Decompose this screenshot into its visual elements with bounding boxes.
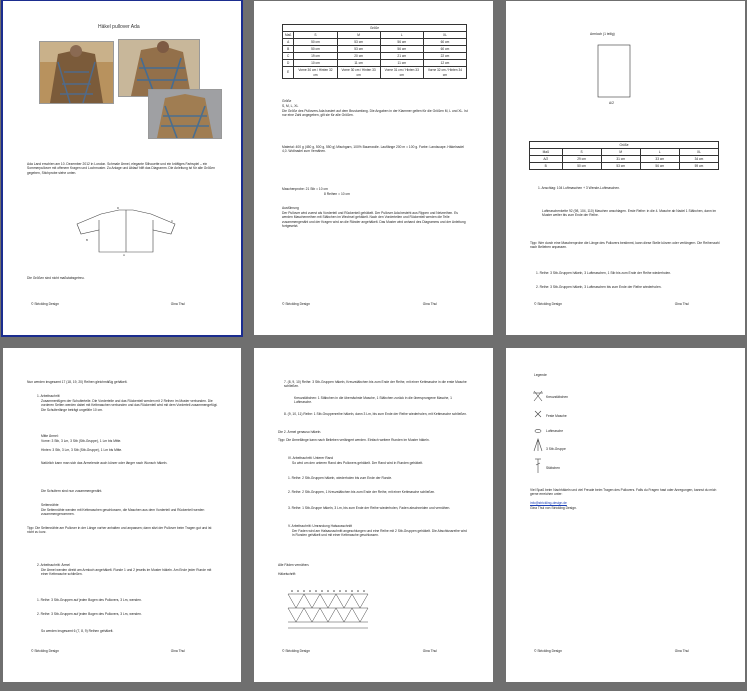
table-cell: Vorne 32 cm / Hinten 34 cm [423,67,466,79]
size-col: S [562,149,601,156]
table-cell: 19 cm [294,53,337,60]
list-item: 3. Reihe: 1 Stb-Gruppe häkeln, 3 Lm, bis zum Ende der Reihe wiederholen, Faden abschneiden und vernähen. [288,506,451,510]
paragraph: So werden insgesamt 6 (7, 8, 9) Reihen gehäkelt. [41,629,114,633]
size-col: M [337,32,380,39]
section-heading: IV. Arbeitsschritt: Unterer Rand [288,456,334,460]
legend-item: 3 Stb-Gruppe [546,447,566,451]
list-item: 2. Reihe: 3 Stb-Gruppen häkeln, 3 Luftmaschen bis zum Ende der Reihe wiederholen. [536,285,662,289]
legend-item: Feste Masche [546,414,567,418]
legend-item: Kreuzstäbchen [546,395,568,399]
intro-paragraph: Ada Land erschien am 10. Dezember 2012 in London. Schmale Ärmel, elegante Silhouette und ein kräftiges Farbspiel – ein Sommerpullover mit offenem Kragen und Lochmuster. Zu Anlage und Ablauf hilft das Diagramm. Die Anleitung ist für alle Größen gegeben, Stichprobe siehe unten. [27,162,215,175]
table-cell: 50 cm [562,163,601,170]
table-cell: 31 cm [601,156,640,163]
step-2: Luftmaschenkette 92 (98, 104, 110) Maschen anschlagen. Erste Reihe: in die 4. Masche ab Nadel 1 Stäbchen, dann im Muster weiter bis zum Ende der Reihe. [542,209,717,218]
table-cell: Vorne 30 cm / Hinten 33 cm [337,67,380,79]
page-footer [534,302,717,308]
table-row [283,46,467,53]
table-cell: 56 cm [640,163,679,170]
page-2[interactable] [254,1,493,335]
size-col: XL [679,149,718,156]
contact-email-link[interactable]: info@strickling-design.de [530,501,567,505]
size-col: M [601,149,640,156]
footer-author: Gina Thul [674,302,689,306]
sizes-text: Die Größe des Pullovers Ada basiert auf dem Brustumfang. Die Angaben in der Klammer gelten für die Größen M, L und XL. Ist nur eine Zahl angegeben, gilt sie für alle Größen. [282,109,468,118]
table-row [283,67,467,79]
list-item: 1. Reihe: 3 Stb-Gruppen häkeln, 3 Luftmaschen, 1 Stb bis zum Ende der Reihe wiederholen. [536,271,672,275]
list-item: 2. Reihe: 2 Stb-Gruppen, 1 Kreuzstäbchen bis zum Ende der Reihe, mit einer Kettmasche schließen. [288,490,436,494]
list-item: 1. Reihe: 2 Stb-Gruppen häkeln, wiederholen bis zum Ende der Runde. [288,476,393,480]
table-cell: A/2 [530,156,563,163]
page-footer [282,302,465,308]
size-table-header: Größe [283,25,467,32]
crochet-chart [284,588,374,632]
list-item: 2. Reihe: 3 Stb-Gruppen auf jeden Bogen des Pullovers, 3 Lm, wenden. [37,612,142,616]
paragraph: Zusammenfügen der Schulterteile. Die Vorderteile und das Rückenteil werden mit 2 Reihen im Muster verbunden. Die vorderen Seiten werden dabei mit Kettmaschen verbunden und das Rückenteil wird mit dem Vorderteil zusammengefügt. Die Schulterlänge beträgt ungefähr 10 cm. [41,399,218,412]
table-cell: 33 cm [640,156,679,163]
page-6[interactable] [506,348,745,682]
signature-text: Gina Thul von Strickling Design. [530,506,577,510]
section-heading: 1. Arbeitsschritt [37,394,60,398]
svg-text:C: C [171,219,174,223]
tip-text: Tipp: Die Seitennähte am Pullover in der Länge vorher anhalten und anpassen; dann sitzt der Pullover beim Tragen gut und ist nicht zu kurz. [27,526,212,535]
page-4[interactable] [3,348,241,682]
footer-brand: © Strickling Design [282,649,310,653]
legend-title: Legende [534,373,547,377]
sleeve-diagram [594,41,634,103]
size-col: S [294,32,337,39]
sleeve-size-table [529,141,719,170]
table-cell: B [283,46,294,53]
gauge-line-2: 8 Reihen = 10 cm [324,192,350,196]
table-row [283,53,467,60]
table-row [283,39,467,46]
table-cell: 11 cm [380,60,423,67]
footer-brand: © Strickling Design [534,302,562,306]
dc-group-icon [534,439,542,451]
table-cell: 11 cm [337,60,380,67]
footer-brand: © Strickling Design [534,649,562,653]
paragraph: Vorne: 3 Stb, 3 Lm, 3 Stb (Stb-Gruppe), 1 Lm bis Mitte. [41,439,122,443]
table-row [283,60,467,67]
closing-text: Viel Spaß beim Nachhäkeln und viel Freude beim Tragen des Pullovers. Falls du Fragen hast oder Anregungen, kannst du mich gerne erreichen unter: [530,488,717,497]
list-item: 7. (8, 9, 10) Reihe: 3 Stb-Gruppen häkeln, Kreuzstäbchen bis zum Ende der Reihe, mit einer Kettmasche in die erste Masche schließen. [284,380,467,389]
execution-text: Der Pullover wird zuerst als Vorderteil und Rückenteil gehäkelt. Der Pullover Ada besteht aus Rippen und Netzreihen. Es werden Maschenreihen mit Stäbchen im Wechsel gehäkelt. Nach den Vorderteilen und Rückenteil werden die Teile zusammengenäht und der Kragen wird an die Ränder angehäkelt. Das Muster wird anhand des Diagramms und der Anleitung fortgesetzt. [282,211,466,228]
page-footer [282,649,465,655]
photo-front-image [39,41,114,104]
size-col: Maß [530,149,563,156]
table-cell: Vorne 30 cm / Hinten 32 cm [294,67,337,79]
sizes-line: S, M, L, XL [282,104,299,108]
section-heading: V. Arbeitsschritt: Umrandung Halsausschnitt [288,524,353,528]
size-table-header: Größe [530,142,719,149]
footer-author: Gina Thul [422,302,437,306]
paragraph: Die Ärmel werden direkt am Armloch angehäkelt. Runde 1 und 2 jeweils im Muster häkeln. Am Ende jeder Runde mit einer Kettmasche schließen. [41,568,212,577]
table-cell: 53 cm [601,163,640,170]
table-cell: 60 cm [423,39,466,46]
pattern-title: Häkel pullover Ada [98,24,140,30]
paragraph: Kreuzstäbchen: 1 Stäbchen in die übernächste Masche, 1 Stäbchen zurück in die übersprungene Masche, 1 Luftmasche. [294,396,452,405]
paragraph: Natürlich kann man sich das Ärmelende auch kürzer oder länger nach Wunsch häkeln. [41,461,168,465]
table-cell: E [283,67,294,79]
footer-author: Gina Thul [674,649,689,653]
page-1[interactable] [3,1,241,335]
table-cell: D [283,60,294,67]
gauge-line-1: Maschenprobe: 21 Stb = 10 cm [282,187,328,191]
table-cell: 50 cm [294,46,337,53]
size-col: L [380,32,423,39]
schematic-diagram [71,206,181,256]
diagram-top-label: Armloch (1 teilig) [590,32,615,36]
section-heading: 2. Arbeitsschritt: Ärmel [37,563,70,567]
table-cell: 12 cm [423,60,466,67]
table-cell: 50 cm [294,39,337,46]
size-table [282,24,467,79]
table-cell: 29 cm [562,156,601,163]
paragraph: Die Seitennähte werden mit Kettmaschen geschlossen, die Maschen aus dem Vorderteil und Rückenteil werden zusammengenommen. [41,508,205,517]
footer-brand: © Strickling Design [31,649,59,653]
legend-symbols [530,385,546,475]
material-text: Material: 400 g (450 g, 500 g, 550 g) Mischgarn, 100% Baumwolle. Lauflänge 200 m = 100 g. Farbe: Landscape. Häkelnadel 4,0. Wollnadel zum Vernähen. [282,145,464,154]
paragraph: Mitte Ärmel: [41,434,59,438]
size-note: Die Größen sind nicht maßstabsgetreu. [27,276,85,280]
execution-heading: Ausführung [282,206,299,210]
table-cell: 56 cm [380,46,423,53]
table-cell: 10 cm [294,60,337,67]
page-footer [534,649,717,655]
tip-text: Tipp: Wer durch eine Maschenprobe die Länge des Pullovers bestimmt, kann diese Stelle kürzen oder verlängern. Die Reihenzahl nach Belieben anpassen. [530,241,720,250]
paragraph: Die 2. Ärmel genauso häkeln. [278,430,322,434]
size-col: XL [423,32,466,39]
paragraph: So wird um den unteren Rand des Pullovers gehäkelt. Der Rand wird in Runden gehäkelt. [292,461,424,465]
table-cell: 22 cm [423,53,466,60]
table-cell: 59 cm [679,163,718,170]
paragraph: Die Schultern sind nun zusammengenäht. [41,489,103,493]
page-5[interactable] [254,348,493,682]
list-item: 8. (9, 10, 11) Reihe: 1 Stb-Gruppenreihe häkeln, dann 3 Lm, bis zum Ende der Reihe wiederholen, mit Kettmasche schließen. [284,412,468,416]
tip-text: Tipp: Die Ärmellänge kann nach Belieben verlängert werden. Einfach weitere Runden im Muster häkeln. [278,438,430,442]
intro-line: Nun werden insgesamt 17 (18, 19, 20) Reihen gleichmäßig gehäkelt. [27,380,128,384]
table-cell: B [530,163,563,170]
footer-brand: © Strickling Design [31,302,59,306]
legend-item: Luftmasche [546,429,564,433]
photo-back-image [148,89,222,139]
table-cell: 53 cm [337,46,380,53]
footer-author: Gina Thul [170,649,185,653]
svg-text:B: B [86,238,89,242]
table-cell: 20 cm [337,53,380,60]
size-col: Maß [283,32,294,39]
table-row [530,156,719,163]
size-col: L [640,149,679,156]
paragraph: Alle Fäden vernähen. [278,563,310,567]
page-footer [31,302,213,308]
legend-item: Stäbchen [546,466,560,470]
page-3[interactable] [506,1,745,335]
table-cell: 34 cm [679,156,718,163]
paragraph: Seitennähte [41,503,59,507]
page-footer [31,649,213,655]
chain-stitch-icon [535,429,541,432]
paragraph: Hinten: 3 Stb, 3 Lm, 3 Stb (Stb-Gruppe), 1 Lm bis Mitte. [41,448,123,452]
footer-author: Gina Thul [422,649,437,653]
table-cell: 53 cm [337,39,380,46]
list-item: 1. Reihe: 3 Stb-Gruppen auf jeden Bogen des Pullovers, 3 Lm, wenden. [37,598,142,602]
svg-text:D: D [117,206,120,210]
diagram-bottom-label: A/2 [609,101,614,105]
step-1: 1. Anschlag: 104 Luftmaschen + 3 Wende-Luftmaschen. [538,186,620,190]
sizes-heading: Größe [282,99,292,103]
footer-brand: © Strickling Design [282,302,310,306]
table-row [530,163,719,170]
footer-author: Gina Thul [170,302,185,306]
svg-text:A: A [123,253,126,256]
table-cell: Vorne 31 cm / Hinten 33 cm [380,67,423,79]
table-cell: C [283,53,294,60]
table-cell: A [283,39,294,46]
table-cell: 56 cm [380,39,423,46]
paragraph: Der Faden wird am Halsausschnitt angeschlungen und eine Reihe mit 2 Stb-Gruppen gehäkelt. Die Abschlussreihe wird in Runden gehäkelt und mit einer Kettmasche geschlossen. [292,529,467,538]
chart-label: Häkelschrift: [278,572,297,576]
table-cell: 60 cm [423,46,466,53]
table-cell: 21 cm [380,53,423,60]
